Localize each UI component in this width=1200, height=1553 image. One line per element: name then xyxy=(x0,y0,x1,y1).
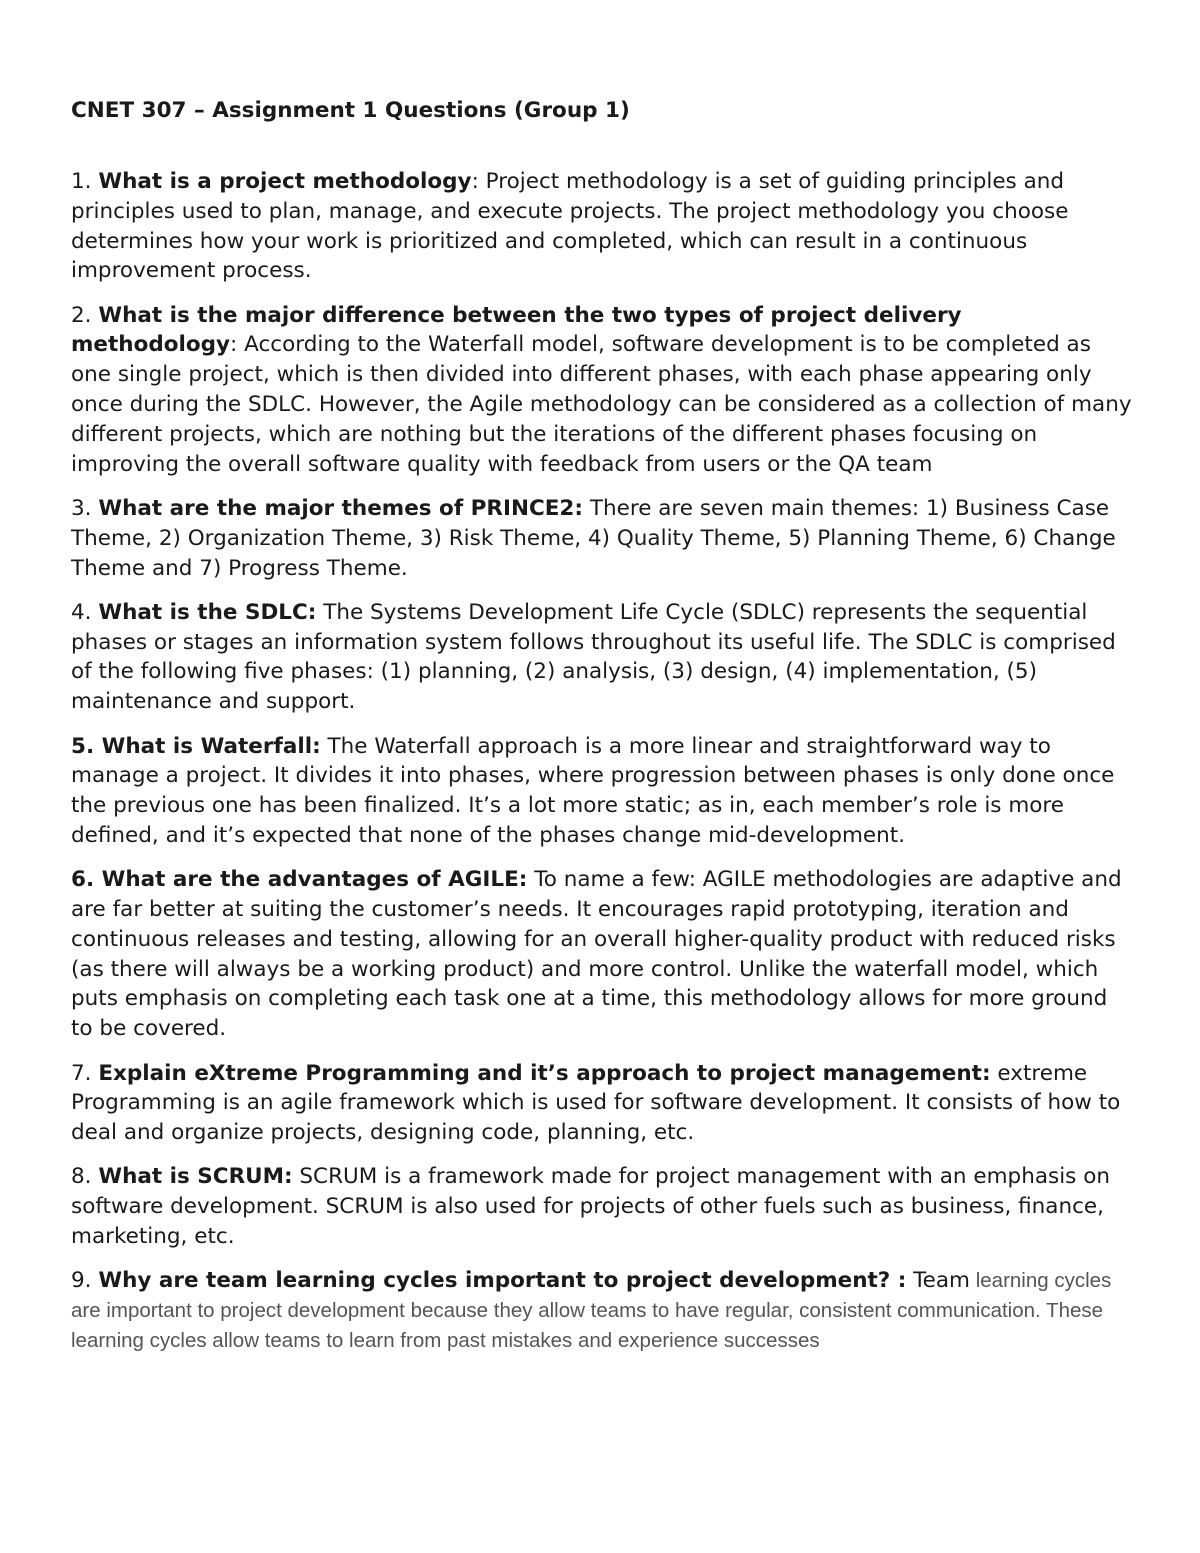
question-1 xyxy=(71,167,1133,286)
question-separator: : xyxy=(230,332,238,358)
question-separator: : xyxy=(471,169,479,194)
question-text: What is a project methodology xyxy=(98,169,472,194)
answer-text: According to the Waterfall model, software development is to be completed as one single project, which is then divided into different phases, with each phase appearing only once during the SDLC. However, the Agile methodology can be considered as a collection of many different projects, which are nothing but the iterations of the different phases focusing on improving the overall software quality with feedback from users or the QA team xyxy=(71,332,1132,477)
question-text: What are the major themes of PRINCE2: xyxy=(98,495,583,521)
question-8 xyxy=(71,1162,1133,1251)
question-text: What is the major difference between the two types of project delivery methodology xyxy=(71,302,962,358)
question-number: 1. xyxy=(71,169,99,194)
question-text: What is the SDLC: xyxy=(98,599,317,625)
question-6 xyxy=(71,865,1133,1044)
question-number: 7. xyxy=(71,1060,99,1086)
question-2 xyxy=(71,301,1133,480)
question-text: What is SCRUM: xyxy=(98,1164,293,1190)
answer-text: SCRUM is a framework made for project management with an emphasis on software development. SCRUM is also used for projects of other fuels such as business, finance, marketing, etc. xyxy=(71,1164,1110,1249)
question-text: What is Waterfall: xyxy=(101,733,321,759)
question-number: 4. xyxy=(71,599,99,625)
answer-text: The Systems Development Life Cycle (SDLC) represents the sequential phases or stages an information system follows throughout its useful life. The SDLC is comprised of the following five phases: (1) planning, (2) analysis, (3) design, (4) implementation, (5) maintenance and support. xyxy=(71,599,1116,715)
document-body xyxy=(71,96,1133,1370)
question-3 xyxy=(71,494,1133,583)
question-text: Why are team learning cycles important to project development? : xyxy=(98,1268,907,1294)
question-text: What are the advantages of AGILE: xyxy=(101,867,528,893)
question-number: 6. xyxy=(71,867,102,893)
question-7 xyxy=(71,1059,1133,1148)
answer-text: Team xyxy=(906,1268,971,1294)
question-text: Explain eXtreme Programming and it’s approach to project management: xyxy=(98,1060,991,1086)
question-number: 8. xyxy=(71,1164,99,1190)
answer-text-continued: learning cycles are important to project development because they allow teams to have regular, consistent communication. These learning cycles allow teams to learn from past mistakes and experience successes xyxy=(71,1269,1112,1352)
question-5 xyxy=(71,732,1133,851)
answer-text: Project methodology is a set of guiding principles and principles used to plan, manage, and execute projects. The project methodology you choose determines how your work is prioritized and completed, which can result in a continuous improvement process. xyxy=(71,169,1069,284)
question-number: 3. xyxy=(71,495,99,521)
answer-text: extreme Programming is an agile framework which is used for software development. It consists of how to deal and organize projects, designing code, planning, etc. xyxy=(71,1060,1121,1146)
answer-text: To name a few: AGILE methodologies are adaptive and are far better at suiting the customer’s needs. It encourages rapid prototyping, iteration and continuous releases and testing, allowing for an overall higher-quality product with reduced risks (as there will always be a working product) and more control. Unlike the waterfall model, which puts emphasis on completing each task one at a time, this methodology allows for more ground to be covered. xyxy=(71,867,1122,1042)
question-4 xyxy=(71,598,1133,717)
answer-text: There are seven main themes: 1) Business Case Theme, 2) Organization Theme, 3) Risk Theme, 4) Quality Theme, 5) Planning Theme, 6) Change Theme and 7) Progress Theme. xyxy=(71,495,1116,581)
question-9 xyxy=(71,1266,1133,1355)
question-number: 2. xyxy=(71,302,99,328)
question-number: 5. xyxy=(71,733,102,759)
question-number: 9. xyxy=(71,1268,99,1294)
answer-text: The Waterfall approach is a more linear and straightforward way to manage a project. It divides it into phases, where progression between phases is only done once the previous one has been finalized. It’s a lot more static; as in, each member’s role is more defined, and it’s expected that none of the phases change mid-development. xyxy=(71,733,1115,848)
document-title: CNET 307 – Assignment 1 Questions (Group 1) xyxy=(71,98,630,123)
